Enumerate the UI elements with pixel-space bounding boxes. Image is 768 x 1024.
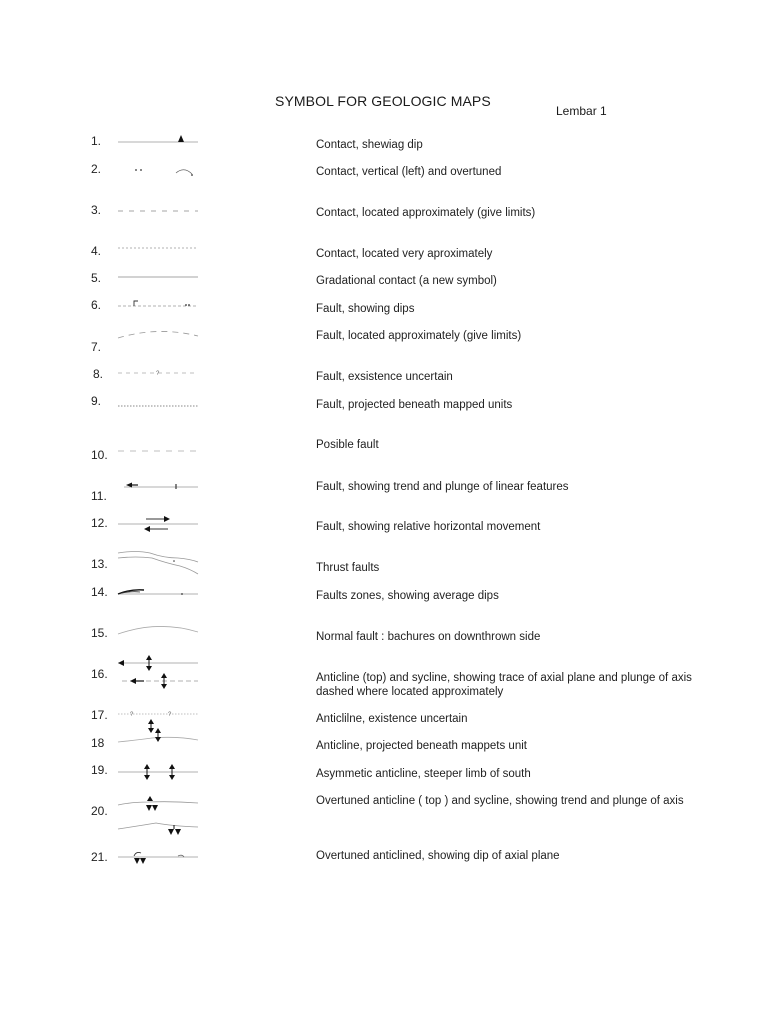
item-description: Anticline, projected beneath mappets unit [316,740,527,752]
item-number: 16. [91,667,108,681]
item-number: 6. [91,298,102,312]
normal-fault-symbol [112,618,204,640]
item-description: Anticline (top) and sycline, showing trace of axial plane and plunge of axis dashed where located approximately [316,672,692,698]
item-number: 18 [91,736,105,750]
fault-uncertain-symbol [112,362,204,384]
item-description: Fault, showing trend and plunge of linear features [316,481,569,493]
svg-text:?: ? [130,712,134,718]
gradational-contact-symbol [112,266,204,288]
item-description: Faults zones, showing average dips [316,590,499,602]
asymmetric-anticline-symbol [112,760,204,784]
item-description: Contact, vertical (left) and overtuned [316,166,502,178]
overturned-anticline-syncline-symbol [112,793,204,841]
item-description: Overtuned anticline ( top ) and sycline, showing trend and plunge of axis [316,795,684,807]
item-description: Fault, exsistence uncertain [316,371,453,383]
item-number: 4. [91,244,102,258]
contact-very-approximate-symbol [112,238,204,260]
item-description: Posible fault [316,439,379,451]
page-title: SYMBOL FOR GEOLOGIC MAPS [275,93,491,109]
item-number: 20. [91,804,108,818]
item-description: Gradational contact (a new symbol) [316,275,497,287]
item-description: Anticlilne, existence uncertain [316,713,468,725]
item-number: 9. [91,394,102,408]
anticline-projected-symbol [112,718,204,752]
item-number: 15. [91,626,108,640]
item-description: Contact, shewiag dip [316,139,423,151]
item-number: 11. [91,489,107,503]
item-number: 12. [91,516,108,530]
item-number: 5. [91,271,102,285]
item-number: 7. [91,340,102,354]
overturned-anticline-dip-symbol [112,845,204,869]
item-description: Contact, located very aproximately [316,248,493,260]
fault-trend-plunge-symbol [112,476,204,498]
item-description: Normal fault : bachures on downthrown side [316,631,541,643]
contact-approximate-symbol [112,200,204,222]
svg-text:?: ? [168,712,172,718]
item-description: Contact, located approximately (give limits) [316,207,536,219]
fault-approximate-symbol [112,324,204,346]
item-number: 8. [93,367,104,381]
item-number: 3. [91,203,102,217]
item-description: Asymmetic anticline, steeper limb of south [316,768,531,780]
item-description: Fault, showing dips [316,303,415,315]
item-number: 2. [91,162,102,176]
item-number: 10. [91,448,108,462]
item-number: 13. [91,557,108,571]
fault-zone-symbol [112,582,204,604]
contact-vertical-overturned-symbol [112,160,204,182]
item-description: Fault, located approximately (give limits) [316,330,522,342]
item-number: 19. [91,763,108,777]
item-description: Fault, projected beneath mapped units [316,399,513,411]
item-number: 17. [91,708,108,722]
possible-fault-symbol [112,440,204,462]
svg-text:?: ? [156,371,160,377]
thrust-fault-symbol [112,546,204,578]
fault-horizontal-movement-symbol [112,511,204,537]
item-number: 14. [91,585,108,599]
fault-dips-symbol [112,294,204,316]
anticline-syncline-symbol [112,653,204,693]
item-description: Thrust faults [316,562,380,574]
fault-projected-symbol [112,394,204,416]
item-description: Overtuned anticlined, showing dip of axial plane [316,850,560,862]
sheet-label: Lembar 1 [556,104,607,118]
item-number: 21. [91,850,108,864]
item-description: Fault, showing relative horizontal movement [316,521,541,533]
item-number: 1. [91,134,102,148]
contact-dip-symbol [112,128,204,150]
